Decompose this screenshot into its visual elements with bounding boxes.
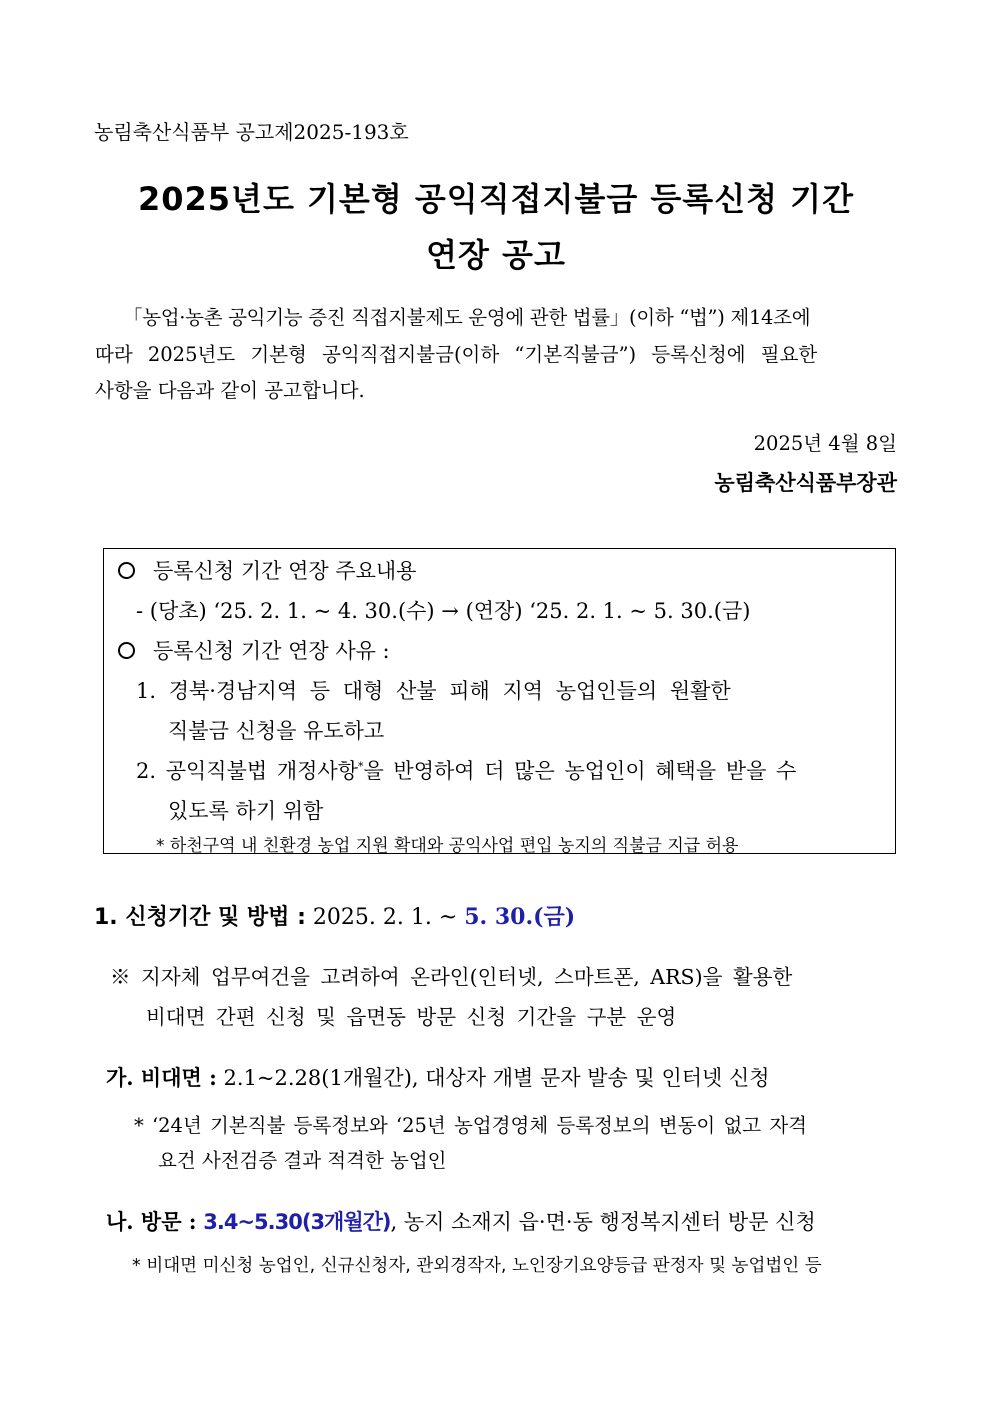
section-1-heading [94, 900, 575, 931]
page-title-line2: 연장 공고 [426, 236, 566, 274]
box-item-1-title: 등록신청 기간 연장 주요내용 [153, 559, 417, 583]
reason-2-text-a: 2. 공익직불법 개정사항 [136, 759, 358, 783]
reason-1-line2: 직불금 신청을 유도하고 [168, 719, 385, 743]
box-item-2 [118, 635, 390, 665]
summary-box [103, 548, 896, 854]
circle-bullet-icon [118, 562, 135, 579]
intro-paragraph [95, 300, 897, 410]
reason-2-line1 [136, 755, 796, 785]
method-na-text: , 농지 소재지 읍·면·동 행정복지센터 방문 신청 [390, 1210, 816, 1234]
method-na-label: 나. 방문 : [106, 1209, 197, 1234]
box-item-2-title: 등록신청 기간 연장 사유 : [153, 639, 390, 663]
method-na-footnote: * 비대면 미신청 농업인, 신규신청자, 관외경작자, 노인장기요양등급 판정자 및 농업법인 등 [132, 1256, 822, 1276]
method-ga-footnote-2: 요건 사전검증 결과 적격한 농업인 [158, 1149, 447, 1172]
method-ga-footnote-1: * ‘24년 기본직불 등록정보와 ‘25년 농업경영체 등록정보의 변동이 없고 자격 [134, 1114, 807, 1137]
footnote-marker: * [357, 760, 364, 773]
method-na-period: 3.4~5.30(3개월간) [203, 1210, 391, 1234]
note-line-2: 비대면 간편 신청 및 읍면동 방문 신청 기간을 구분 운영 [146, 1005, 677, 1029]
circle-bullet-icon [118, 642, 135, 659]
box-item-1 [118, 555, 416, 585]
section-1-title: 1. 신청기간 및 방법 : [94, 905, 306, 930]
box-item-1-detail: - (당초) ‘25. 2. 1. ~ 4. 30.(수) → (연장) ‘25. 2. 1. ~ 5. 30.(금) [136, 599, 751, 623]
signer: 농림축산식품부장관 [714, 470, 897, 495]
note-line-1: ※ 지자체 업무여건을 고려하여 온라인(인터넷, 스마트폰, ARS)을 활용한 [110, 965, 793, 989]
box-footnote: * 하천구역 내 친환경 농업 지원 확대와 공익사업 편입 농지의 직불금 지급 허용 [156, 836, 739, 856]
intro-line: 따라 2025년도 기본형 공익직접지불금(이하 “기본직불금”) 등록신청에 필요한 [95, 342, 818, 366]
period-end: 5. 30.(금) [464, 904, 576, 930]
reason-2-line2: 있도록 하기 위함 [168, 799, 324, 823]
method-ga-label: 가. 비대면 : [106, 1065, 217, 1090]
intro-line: 사항을 다음과 같이 공고합니다. [95, 379, 365, 402]
reason-2-text-b: 을 반영하여 더 많은 농업인이 혜택을 받을 수 [363, 759, 797, 783]
notice-date: 2025년 4월 8일 [753, 432, 897, 455]
intro-line: 「농업·농촌 공익기능 증진 직접지불제도 운영에 관한 법률」(이하 “법”) 제14조에 [123, 306, 811, 329]
method-ga [106, 1062, 770, 1092]
method-na [106, 1206, 816, 1236]
period-start: 2025. 2. 1. ~ [312, 905, 458, 930]
reason-1-line1: 1. 경북·경남지역 등 대형 산불 피해 지역 농업인들의 원활한 [136, 679, 731, 703]
notice-number: 농림축산식품부 공고제2025-193호 [94, 120, 409, 144]
method-ga-text: 2.1~2.28(1개월간), 대상자 개별 문자 발송 및 인터넷 신청 [223, 1066, 770, 1090]
page-title: 2025년도 기본형 공익직접지불금 등록신청 기간 [137, 180, 855, 218]
